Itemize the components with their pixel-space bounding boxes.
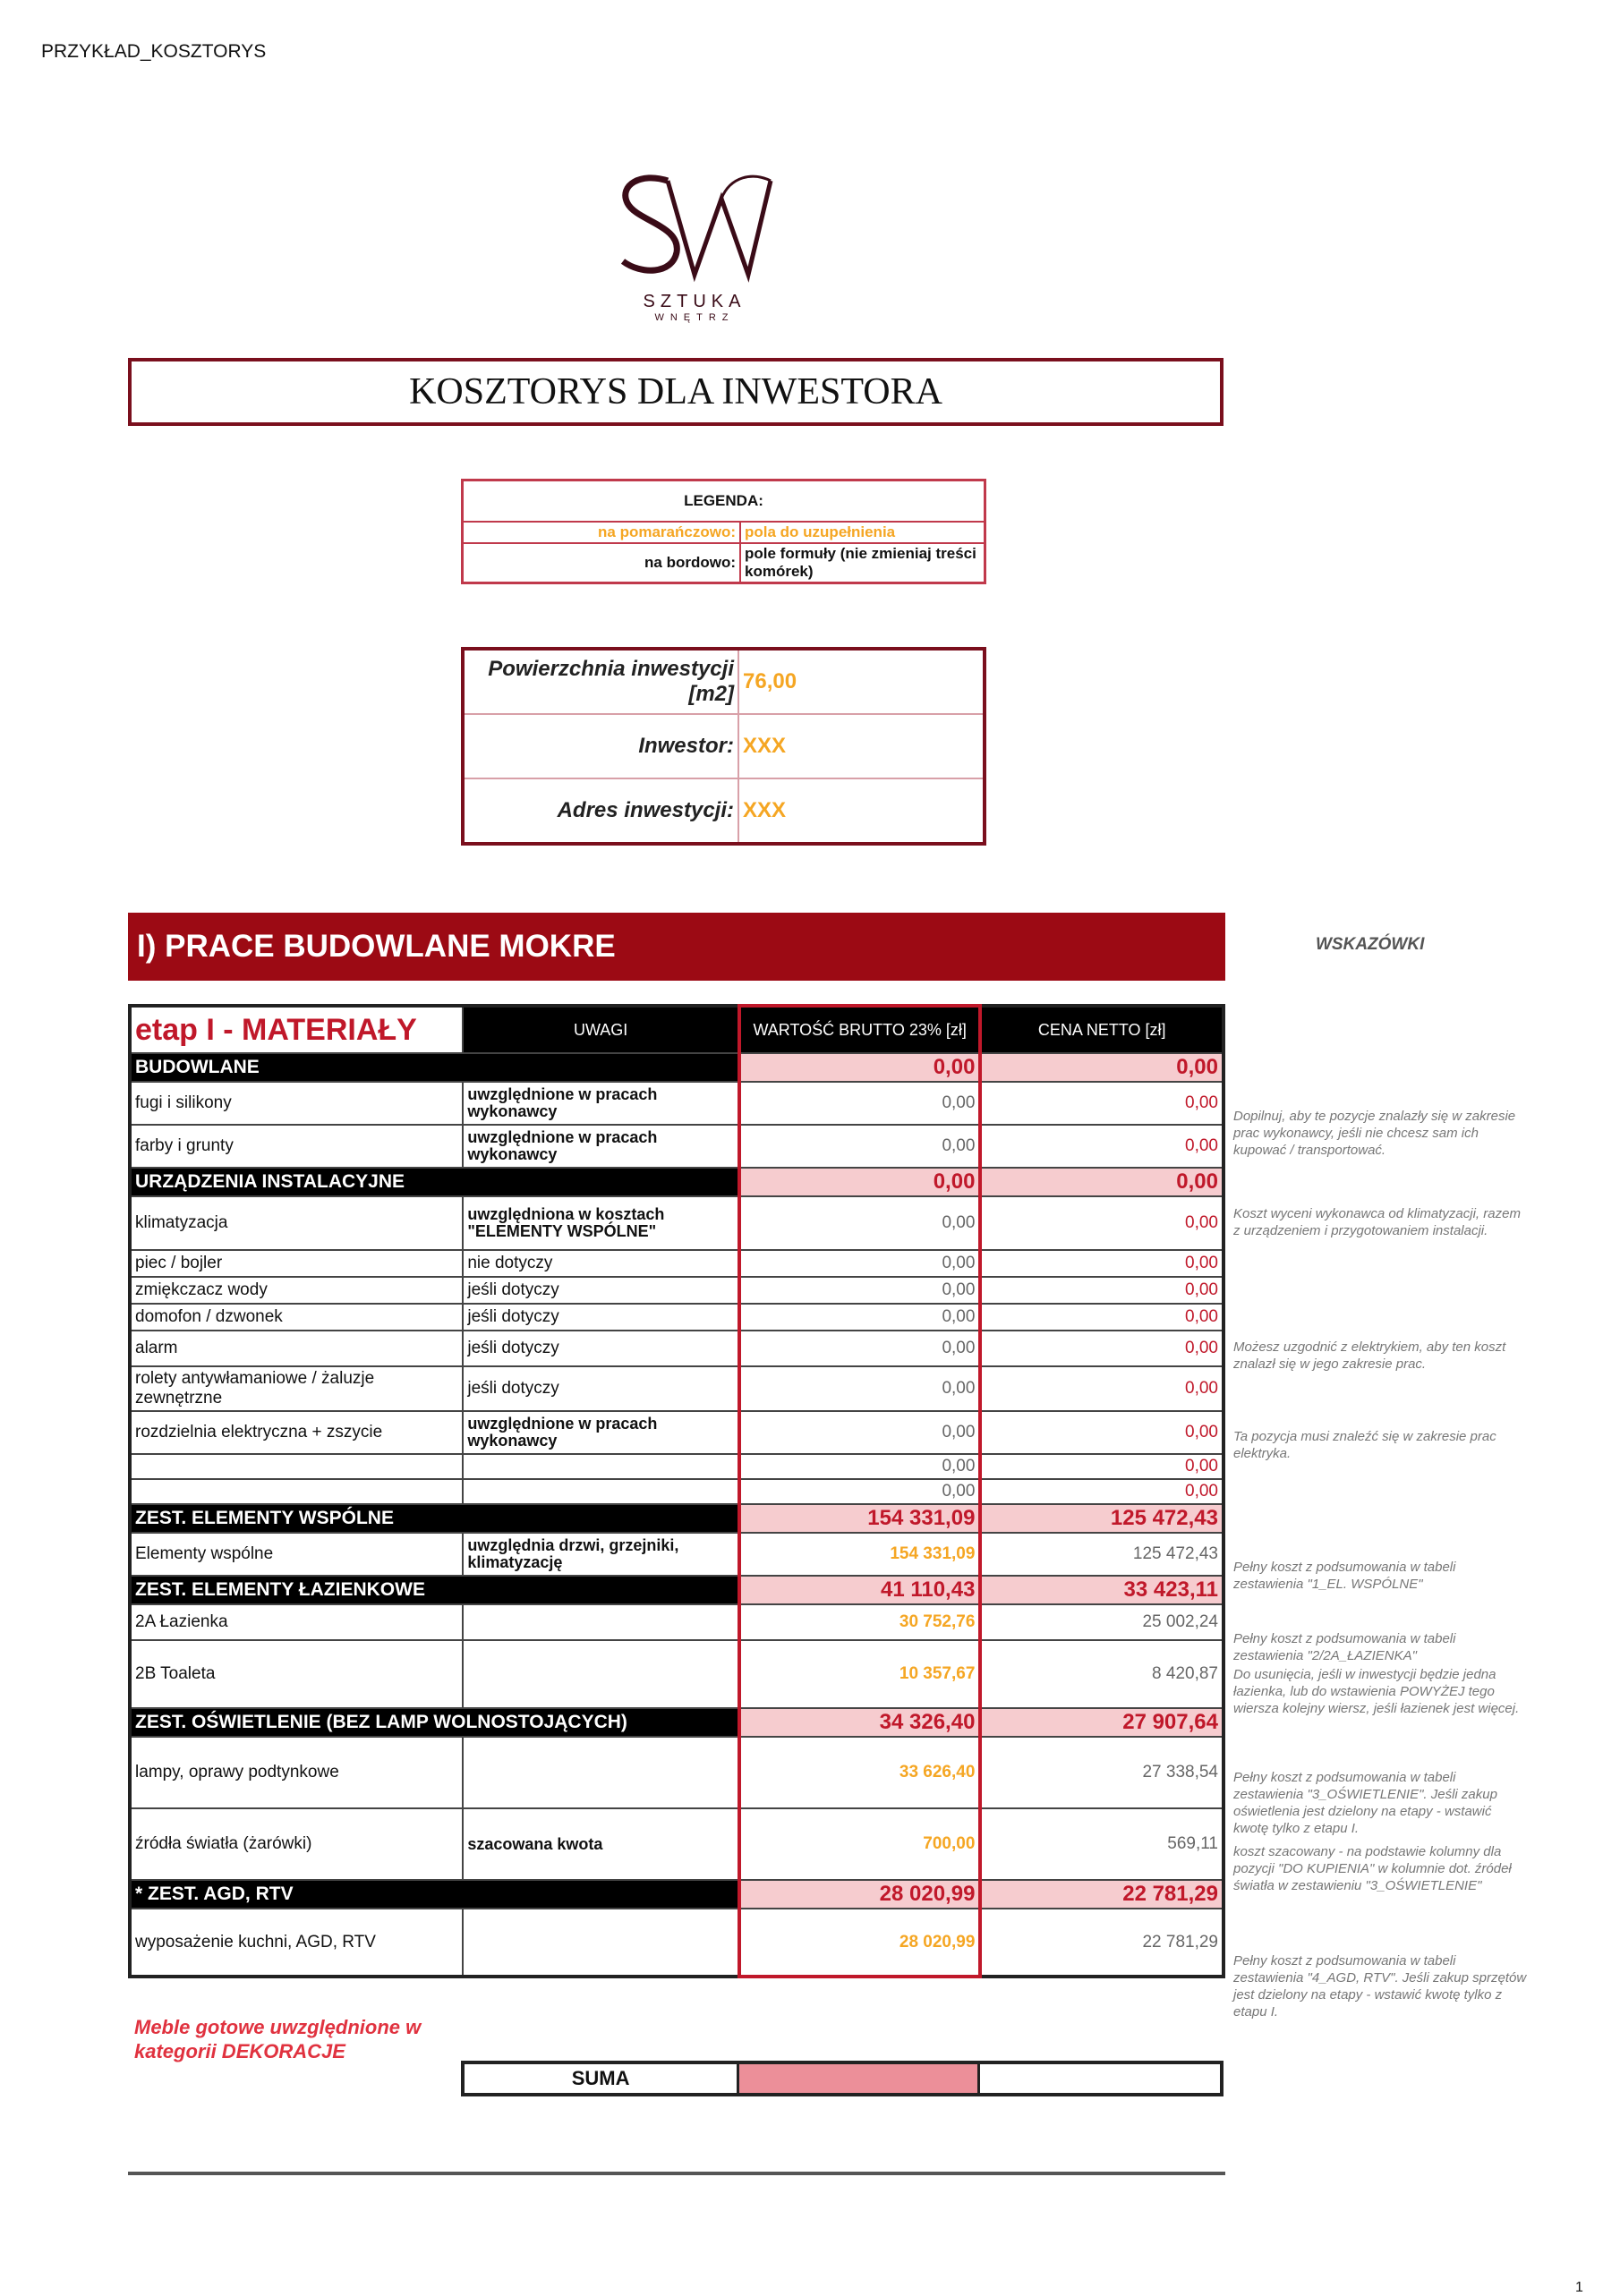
item-name: klimatyzacja	[130, 1196, 463, 1250]
item-brutto: 0,00	[739, 1366, 980, 1411]
category-brutto: 28 020,99	[739, 1880, 980, 1909]
category-row	[130, 1053, 1224, 1082]
item-name: źródła światła (żarówki)	[130, 1808, 463, 1880]
item-note[interactable]: nie dotyczy	[463, 1250, 739, 1277]
item-note[interactable]: jeśli dotyczy	[463, 1304, 739, 1331]
header-wartosc: WARTOŚĆ BRUTTO 23% [zł]	[739, 1006, 980, 1053]
hint-text: Dopilnuj, aby te pozycje znalazły się w zakresie prac wykonawcy, jeśli nie chcesz sam ich kupować / transportować.	[1233, 1109, 1516, 1158]
category-netto: 125 472,43	[980, 1504, 1224, 1533]
legend-orange-label: na pomarańczowo:	[463, 522, 741, 543]
item-name: wyposażenie kuchni, AGD, RTV	[130, 1909, 463, 1977]
item-netto: 125 472,43	[980, 1533, 1224, 1576]
page-number: 1	[1575, 2280, 1583, 2295]
logo-sub: WNĘTRZ	[654, 312, 735, 323]
item-brutto: 700,00	[739, 1808, 980, 1880]
hint-text: Koszt wyceni wykonawca od klimatyzacji, razem z urządzeniem i przygotowaniem instalacji.	[1233, 1206, 1521, 1238]
item-netto: 0,00	[980, 1331, 1224, 1366]
table-row	[130, 1808, 1224, 1880]
item-note[interactable]	[463, 1909, 739, 1977]
category-netto: 33 423,11	[980, 1576, 1224, 1604]
item-netto: 0,00	[980, 1411, 1224, 1454]
hint-text: Ta pozycja musi znaleźć się w zakresie prac elektryka.	[1233, 1429, 1496, 1461]
item-name: fugi i silikony	[130, 1082, 463, 1125]
item-note[interactable]: uwzględniona w kosztach "ELEMENTY WSPÓLNE"	[463, 1196, 739, 1250]
address-label: Adres inwestycji:	[463, 778, 738, 844]
item-netto: 22 781,29	[980, 1909, 1224, 1977]
sum-brutto	[738, 2062, 979, 2095]
area-label: Powierzchnia inwestycji [m2]	[463, 649, 738, 714]
item-name: farby i grunty	[130, 1125, 463, 1168]
item-note[interactable]: uwzględnione w pracach wykonawcy	[463, 1082, 739, 1125]
item-netto: 25 002,24	[980, 1604, 1224, 1640]
item-netto: 0,00	[980, 1304, 1224, 1331]
item-name: rozdzielnia elektryczna + zszycie	[130, 1411, 463, 1454]
item-netto: 0,00	[980, 1250, 1224, 1277]
sw-monogram-logo	[605, 163, 784, 288]
item-note[interactable]: szacowana kwota	[463, 1808, 739, 1880]
hint-text: Do usunięcia, jeśli w inwestycji będzie jedna łazienka, lub do wstawienia POWYŻEJ tego wiersza kolejny wiersz, jeśli łazienek jest więcej.	[1233, 1667, 1520, 1716]
item-note[interactable]	[463, 1604, 739, 1640]
investor-value[interactable]: XXX	[738, 714, 985, 778]
item-name[interactable]	[130, 1454, 463, 1479]
item-name: piec / bojler	[130, 1250, 463, 1277]
sum-label: SUMA	[463, 2062, 738, 2095]
cost-table	[128, 1004, 1225, 1978]
category-brutto: 0,00	[739, 1168, 980, 1196]
item-name: 2A Łazienka	[130, 1604, 463, 1640]
table-row	[130, 1909, 1224, 1977]
hint-text: Pełny koszt z podsumowania w tabeli zestawienia "1_EL. WSPÓLNE"	[1233, 1560, 1456, 1592]
table-row	[130, 1125, 1224, 1168]
item-note[interactable]: jeśli dotyczy	[463, 1331, 739, 1366]
table-row	[130, 1082, 1224, 1125]
table-row	[130, 1277, 1224, 1304]
item-netto: 27 338,54	[980, 1737, 1224, 1808]
item-brutto: 0,00	[739, 1082, 980, 1125]
sum-table	[461, 2061, 1224, 2096]
category-brutto: 34 326,40	[739, 1708, 980, 1737]
table-row	[130, 1479, 1224, 1504]
header-netto: CENA NETTO [zł]	[980, 1006, 1224, 1053]
table-row	[130, 1331, 1224, 1366]
item-brutto: 0,00	[739, 1196, 980, 1250]
investor-label: Inwestor:	[463, 714, 738, 778]
legend-bordo-value: pole formuły (nie zmieniaj treści komórek)	[740, 543, 985, 583]
item-netto: 0,00	[980, 1196, 1224, 1250]
item-brutto: 0,00	[739, 1479, 980, 1504]
item-name[interactable]	[130, 1479, 463, 1504]
table-row	[130, 1366, 1224, 1411]
table-row	[130, 1196, 1224, 1250]
document-label: PRZYKŁAD_KOSZTORYS	[41, 41, 267, 62]
item-name: domofon / dzwonek	[130, 1304, 463, 1331]
logo	[605, 163, 784, 328]
item-note[interactable]	[463, 1640, 739, 1708]
item-brutto: 28 020,99	[739, 1909, 980, 1977]
category-row	[130, 1576, 1224, 1604]
item-name: alarm	[130, 1331, 463, 1366]
item-name: 2B Toaleta	[130, 1640, 463, 1708]
item-note[interactable]: uwzględnione w pracach wykonawcy	[463, 1125, 739, 1168]
hint-text: koszt szacowany - na podstawie kolumny dla pozycji "DO KUPIENIA" w kolumnie dot. źródeł światła w zestawieniu "3_OŚWIETLENIE"	[1233, 1844, 1512, 1893]
furniture-note: Meble gotowe uwzględnione w kategorii DEKORACJE	[134, 2016, 422, 2062]
hint-text: Możesz uzgodnić z elektrykiem, aby ten koszt znalazł się w jego zakresie prac.	[1233, 1339, 1506, 1372]
address-value[interactable]: XXX	[738, 778, 985, 844]
category-row	[130, 1168, 1224, 1196]
divider	[128, 2172, 1225, 2175]
item-brutto: 0,00	[739, 1125, 980, 1168]
hint-text: Pełny koszt z podsumowania w tabeli zestawienia "4_AGD, RTV". Jeśli zakup sprzętów jest dzielony na etapy - wstawić kwotę tylko z etapu I.	[1233, 1953, 1527, 2020]
category-netto: 0,00	[980, 1168, 1224, 1196]
legend-orange-value: pola do uzupełnienia	[740, 522, 985, 543]
logo-brand: SZTUKA	[643, 292, 746, 311]
header-uwagi: UWAGI	[463, 1006, 739, 1053]
table-header-row	[130, 1006, 1224, 1053]
legend-table	[461, 479, 986, 584]
category-row	[130, 1880, 1224, 1909]
item-note[interactable]: uwzględnia drzwi, grzejniki, klimatyzację	[463, 1533, 739, 1576]
item-name: lampy, oprawy podtynkowe	[130, 1737, 463, 1808]
investment-info-table	[461, 647, 986, 846]
header-etap: etap I - MATERIAŁY	[130, 1006, 463, 1053]
category-brutto: 0,00	[739, 1053, 980, 1082]
table-row	[130, 1640, 1224, 1708]
table-row	[130, 1304, 1224, 1331]
item-brutto: 0,00	[739, 1454, 980, 1479]
item-note[interactable]	[463, 1454, 739, 1479]
category-name: BUDOWLANE	[130, 1053, 739, 1082]
category-brutto: 41 110,43	[739, 1576, 980, 1604]
area-value[interactable]: 76,00	[738, 649, 985, 714]
item-note[interactable]: jeśli dotyczy	[463, 1277, 739, 1304]
category-brutto: 154 331,09	[739, 1504, 980, 1533]
item-netto: 0,00	[980, 1454, 1224, 1479]
item-netto: 0,00	[980, 1479, 1224, 1504]
category-name: ZEST. ELEMENTY ŁAZIENKOWE	[130, 1576, 739, 1604]
item-note[interactable]: jeśli dotyczy	[463, 1366, 739, 1411]
item-note[interactable]	[463, 1737, 739, 1808]
category-netto: 27 907,64	[980, 1708, 1224, 1737]
item-brutto: 0,00	[739, 1304, 980, 1331]
table-row	[130, 1737, 1224, 1808]
item-netto: 569,11	[980, 1808, 1224, 1880]
item-netto: 0,00	[980, 1366, 1224, 1411]
category-row	[130, 1708, 1224, 1737]
item-netto: 0,00	[980, 1125, 1224, 1168]
hints-header: WSKAZÓWKI	[1316, 935, 1425, 954]
category-netto: 0,00	[980, 1053, 1224, 1082]
item-brutto: 10 357,67	[739, 1640, 980, 1708]
item-name: rolety antywłamaniowe / żaluzje zewnętrzne	[130, 1366, 463, 1411]
category-name: ZEST. ELEMENTY WSPÓLNE	[130, 1504, 739, 1533]
item-brutto: 0,00	[739, 1277, 980, 1304]
item-name: Elementy wspólne	[130, 1533, 463, 1576]
category-name: * ZEST. AGD, RTV	[130, 1880, 739, 1909]
table-row	[130, 1533, 1224, 1576]
item-netto: 0,00	[980, 1277, 1224, 1304]
item-brutto: 154 331,09	[739, 1533, 980, 1576]
item-brutto: 0,00	[739, 1331, 980, 1366]
table-row	[130, 1411, 1224, 1454]
category-name: ZEST. OŚWIETLENIE (BEZ LAMP WOLNOSTOJĄCYCH)	[130, 1708, 739, 1737]
item-note[interactable]: uwzględnione w pracach wykonawcy	[463, 1411, 739, 1454]
item-name: zmiękczacz wody	[130, 1277, 463, 1304]
hint-text: Pełny koszt z podsumowania w tabeli zestawienia "2/2A_ŁAZIENKA"	[1233, 1631, 1456, 1663]
legend-header: LEGENDA:	[463, 480, 985, 523]
hint-text: Pełny koszt z podsumowania w tabeli zestawienia "3_OŚWIETLENIE". Jeśli zakup oświetlenia jest dzielony na etapy - wstawić kwotę tylko z etapu I.	[1233, 1770, 1497, 1836]
table-row	[130, 1250, 1224, 1277]
item-brutto: 0,00	[739, 1411, 980, 1454]
category-name: URZĄDZENIA INSTALACYJNE	[130, 1168, 739, 1196]
item-netto: 0,00	[980, 1082, 1224, 1125]
item-brutto: 30 752,76	[739, 1604, 980, 1640]
item-brutto: 33 626,40	[739, 1737, 980, 1808]
page-title: KOSZTORYS DLA INWESTORA	[128, 358, 1224, 426]
table-row	[130, 1604, 1224, 1640]
item-netto: 8 420,87	[980, 1640, 1224, 1708]
legend-bordo-label: na bordowo:	[463, 543, 741, 583]
section-title: I) PRACE BUDOWLANE MOKRE	[128, 913, 1225, 981]
table-row	[130, 1454, 1224, 1479]
item-brutto: 0,00	[739, 1250, 980, 1277]
category-row	[130, 1504, 1224, 1533]
sum-netto	[979, 2062, 1222, 2095]
item-note[interactable]	[463, 1479, 739, 1504]
category-netto: 22 781,29	[980, 1880, 1224, 1909]
